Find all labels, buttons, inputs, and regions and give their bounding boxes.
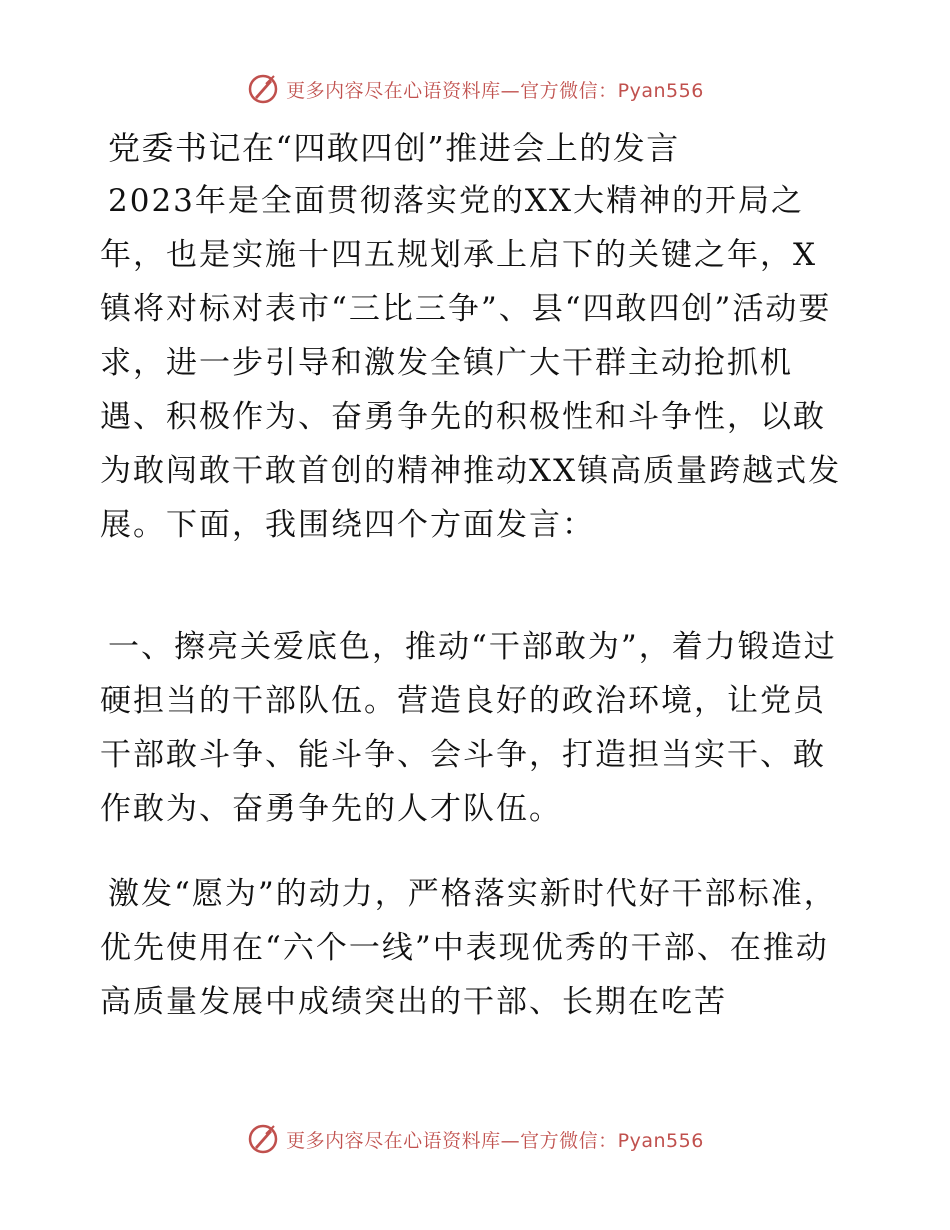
footer-watermark bbox=[0, 1122, 950, 1156]
document-title: 党委书记在“四敢四创”推进会上的发言 bbox=[108, 129, 680, 167]
watermark-text: 更多内容尽在心语资料库—官方微信：Pyan556 bbox=[286, 1129, 704, 1152]
quill-seal-icon bbox=[246, 72, 280, 106]
paragraph-1: 2023年是全面贯彻落实党的XX大精神的开局之年，也是实施十四五规划承上启下的关键之年，X镇将对标对表市“三比三争”、县“四敢四创”活动要求，进一步引导和激发全镇广大干群主动抢抓机遇、积极作为、奋勇争先的积极性和斗争性，以敢为敢闯敢干敢首创的精神推动XX镇高质量跨越式发展。下面，我围绕四个方面发言： bbox=[100, 183, 842, 543]
paragraph-3: 激发“愿为”的动力，严格落实新时代好干部标准，优先使用在“六个一线”中表现优秀的干部、在推动高质量发展中成绩突出的干部、长期在吃苦 bbox=[100, 876, 837, 1020]
quill-seal-icon bbox=[246, 1122, 280, 1156]
watermark-text: 更多内容尽在心语资料库—官方微信：Pyan556 bbox=[286, 79, 704, 102]
header-watermark bbox=[0, 72, 950, 106]
paragraph-2: 一、擦亮关爱底色，推动“干部敢为”，着力锻造过硬担当的干部队伍。营造良好的政治环境，让党员干部敢斗争、能斗争、会斗争，打造担当实干、敢作敢为、奋勇争先的人才队伍。 bbox=[100, 629, 837, 827]
